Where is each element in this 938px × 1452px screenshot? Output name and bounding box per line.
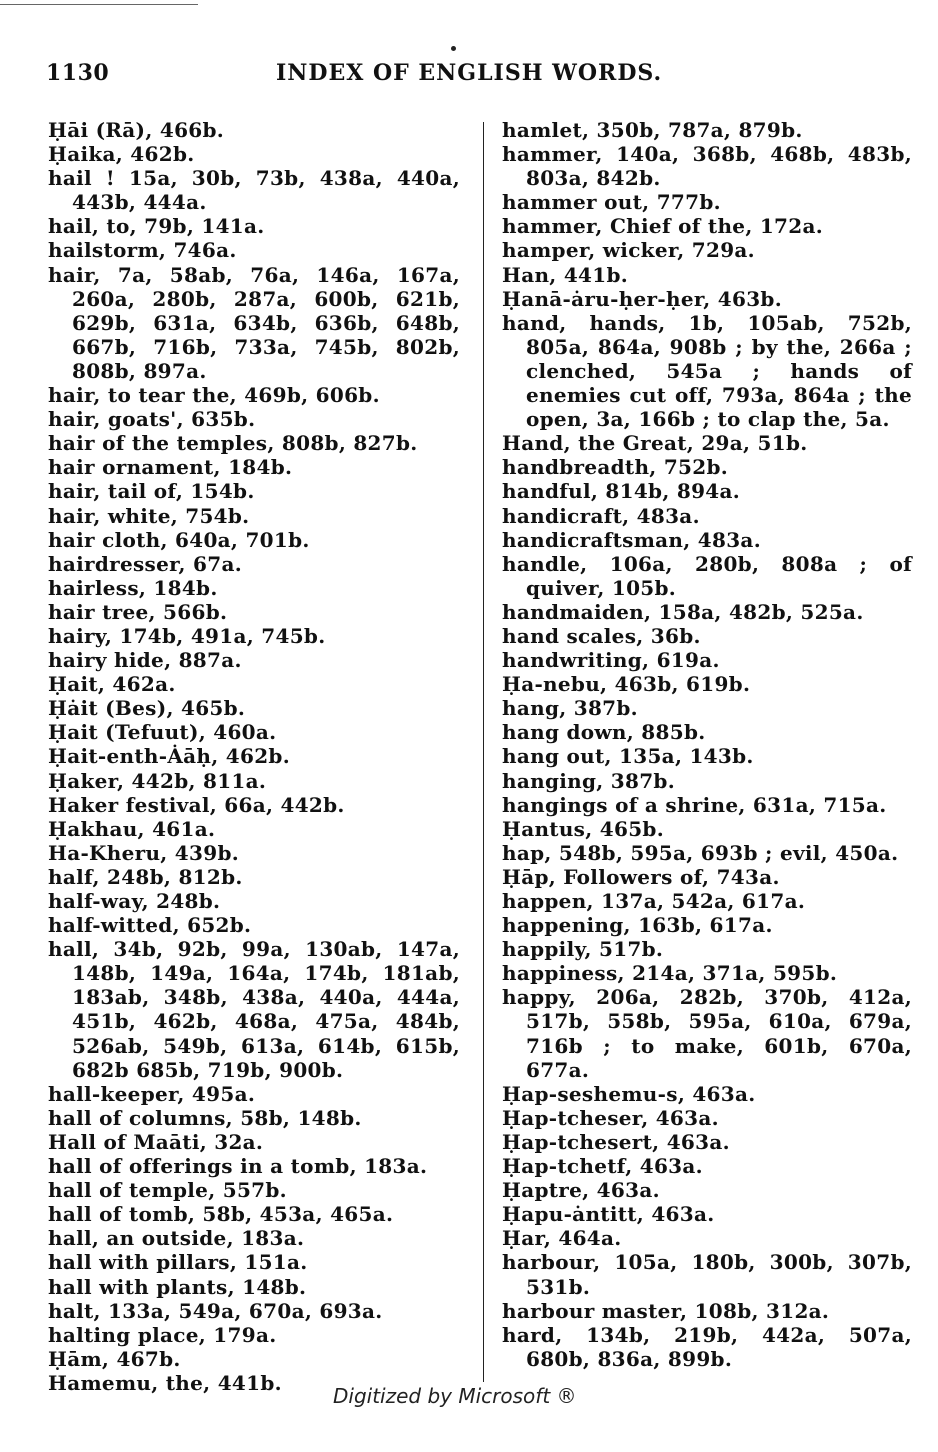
index-entry: happily, 517b. bbox=[502, 937, 664, 962]
index-entry: Ḥait-enth-Ȧāḥ, 462b. bbox=[48, 744, 290, 769]
speck-mark bbox=[451, 46, 456, 51]
page-number: 1130 bbox=[46, 60, 110, 86]
index-entry: happening, 163b, 617a. bbox=[502, 913, 773, 938]
index-entry: Ḥar, 464a. bbox=[502, 1226, 622, 1251]
index-entry: happiness, 214a, 371a, 595b. bbox=[502, 961, 838, 986]
index-entry: hall-keeper, 495a. bbox=[48, 1081, 256, 1106]
index-entry: hangings of a shrine, 631a, 715a. bbox=[502, 792, 887, 817]
index-entry: hairless, 184b. bbox=[48, 575, 218, 600]
index-entry: handbreadth, 752b. bbox=[502, 455, 729, 480]
index-entry: Ḥa-nebu, 463b, 619b. bbox=[502, 672, 751, 697]
index-entry: hammer, Chief of the, 172a. bbox=[502, 214, 824, 239]
index-entry: hammer out, 777b. bbox=[502, 190, 721, 215]
index-entry: hang down, 885b. bbox=[502, 720, 706, 745]
index-entry: Ḥait (Tefuut), 460a. bbox=[48, 720, 277, 745]
index-entry: hand scales, 36b. bbox=[502, 623, 701, 648]
page-title: INDEX OF ENGLISH WORDS. bbox=[276, 60, 663, 86]
index-entry: hair, tail of, 154b. bbox=[48, 479, 255, 504]
index-entry: handle, 106a, 280b, 808a ; of quiver, 105b. bbox=[502, 551, 912, 600]
index-entry: halting place, 179a. bbox=[48, 1322, 277, 1347]
index-entry: hang, 387b. bbox=[502, 696, 638, 721]
index-entry: Ḥap-tchetf, 463a. bbox=[502, 1154, 703, 1179]
index-entry: hair cloth, 640a, 701b. bbox=[48, 527, 310, 552]
index-entry: Ḥaker, 442b, 811a. bbox=[48, 768, 267, 793]
index-entry: hamper, wicker, 729a. bbox=[502, 238, 755, 263]
index-entry: Haker festival, 66a, 442b. bbox=[48, 792, 345, 817]
index-entry: hair, 7a, 58ab, 76a, 146a, 167a, 260a, 280b, 287a, 600b, 621b, 629b, 631a, 634b, 636b, 648b, 667b, 716b, 733a, 745b, 802b, 808b, 897a. bbox=[48, 262, 460, 383]
index-entry: hail ! 15a, 30b, 73b, 438a, 440a, 443b, 444a. bbox=[48, 166, 460, 215]
index-entry: Hand, the Great, 29a, 51b. bbox=[502, 431, 808, 456]
index-entry: Ḥāi (Rā), 466b. bbox=[48, 118, 225, 142]
index-entry: Ḥaika, 462b. bbox=[48, 142, 195, 167]
index-entry: half-witted, 652b. bbox=[48, 913, 252, 938]
index-entry: hall, an outside, 183a. bbox=[48, 1226, 305, 1251]
index-entry: hall with pillars, 151a. bbox=[48, 1250, 308, 1275]
index-entry: Han, 441b. bbox=[502, 262, 629, 287]
index-entry: hall, 34b, 92b, 99a, 130ab, 147a, 148b, 149a, 164a, 174b, 181ab, 183ab, 348b, 438a, 440a, 444a, 451b, 462b, 468a, 475a, 484b, 526ab, 549b, 613a, 614b, 615b, 682b 685b, 719b, 900b. bbox=[48, 937, 460, 1082]
index-entry: Ḥaptre, 463a. bbox=[502, 1178, 660, 1203]
column-divider bbox=[483, 122, 484, 1382]
index-entry: hamlet, 350b, 787a, 879b. bbox=[502, 118, 803, 142]
index-entry: half, 248b, 812b. bbox=[48, 864, 243, 889]
digitized-watermark: Digitized by Microsoft ® bbox=[333, 1384, 577, 1408]
index-entry: hair, to tear the, 469b, 606b. bbox=[48, 383, 380, 408]
index-entry: hair, goats', 635b. bbox=[48, 407, 256, 432]
index-entry: Ḥapu-ȧntitt, 463a. bbox=[502, 1202, 715, 1227]
index-entry: Ḥap-tchesert, 463a. bbox=[502, 1129, 730, 1154]
index-entry: hammer, 140a, 368b, 468b, 483b, 803a, 842b. bbox=[502, 142, 912, 191]
index-entry: hair ornament, 184b. bbox=[48, 455, 293, 480]
index-entry: hail, to, 79b, 141a. bbox=[48, 214, 265, 239]
index-column-right bbox=[502, 118, 912, 1371]
index-entry: hall of temple, 557b. bbox=[48, 1178, 287, 1203]
index-entry: Ha-Kheru, 439b. bbox=[48, 840, 240, 865]
index-entry: hair of the temples, 808b, 827b. bbox=[48, 431, 418, 456]
index-entry: harbour master, 108b, 312a. bbox=[502, 1298, 830, 1323]
index-entry: handmaiden, 158a, 482b, 525a. bbox=[502, 599, 864, 624]
index-entry: hard, 134b, 219b, 442a, 507a, 680b, 836a, 899b. bbox=[502, 1322, 912, 1371]
index-entry: harbour, 105a, 180b, 300b, 307b, 531b. bbox=[502, 1250, 912, 1299]
index-entry: handful, 814b, 894a. bbox=[502, 479, 741, 504]
index-entry: happy, 206a, 282b, 370b, 412a, 517b, 558b, 595a, 610a, 679a, 716b ; to make, 601b, 670a, 677a. bbox=[502, 985, 912, 1082]
index-entry: hanging, 387b. bbox=[502, 768, 675, 793]
index-column-left bbox=[48, 118, 460, 1395]
index-entry: half-way, 248b. bbox=[48, 889, 221, 913]
index-entry: halt, 133a, 549a, 670a, 693a. bbox=[48, 1298, 383, 1323]
index-entry: hailstorm, 746a. bbox=[48, 238, 237, 263]
index-entry: Ḥanā-ȧru-ḥer-ḥer, 463b. bbox=[502, 286, 782, 311]
index-entry: handicraftsman, 483a. bbox=[502, 527, 761, 552]
index-entry: handicraft, 483a. bbox=[502, 503, 700, 528]
index-entry: hall of offerings in a tomb, 183a. bbox=[48, 1154, 428, 1179]
index-entry: hand, hands, 1b, 105ab, 752b, 805a, 864a, 908b ; by the, 266a ; clenched, 545a ; hands of enemies cut off, 793a, 864a ; the open, 3a, 166b ; to clap the, 5a. bbox=[502, 310, 912, 432]
index-entry: hairy, 174b, 491a, 745b. bbox=[48, 623, 326, 648]
index-entry: Hall of Maāti, 32a. bbox=[48, 1129, 264, 1154]
index-entry: happen, 137a, 542a, 617a. bbox=[502, 889, 806, 913]
index-entry: hap, 548b, 595a, 693b ; evil, 450a. bbox=[502, 840, 899, 865]
index-entry: Ḥantus, 465b. bbox=[502, 816, 664, 841]
index-entry: hall with plants, 148b. bbox=[48, 1274, 307, 1299]
index-entry: hall of tomb, 58b, 453a, 465a. bbox=[48, 1202, 394, 1227]
index-entry: hairdresser, 67a. bbox=[48, 551, 242, 576]
index-entry: Ḥap-seshemu-s, 463a. bbox=[502, 1081, 756, 1106]
index-entry: hairy hide, 887a. bbox=[48, 648, 242, 673]
index-entry: Ḥap-tcheser, 463a. bbox=[502, 1105, 719, 1130]
index-entry: Ḥȧit (Bes), 465b. bbox=[48, 696, 246, 721]
index-entry: Ḥām, 467b. bbox=[48, 1346, 181, 1371]
index-entry: hair, white, 754b. bbox=[48, 503, 250, 528]
index-entry: handwriting, 619a. bbox=[502, 648, 720, 673]
index-entry: Ḥakhau, 461a. bbox=[48, 816, 216, 841]
top-rule bbox=[0, 4, 198, 5]
index-entry: Ḥait, 462a. bbox=[48, 672, 176, 697]
index-entry: hang out, 135a, 143b. bbox=[502, 744, 754, 769]
index-entry: Hamemu, the, 441b. bbox=[48, 1370, 282, 1395]
index-entry: hall of columns, 58b, 148b. bbox=[48, 1105, 362, 1130]
index-entry: hair tree, 566b. bbox=[48, 599, 228, 624]
index-entry: Ḥāp, Followers of, 743a. bbox=[502, 864, 780, 889]
